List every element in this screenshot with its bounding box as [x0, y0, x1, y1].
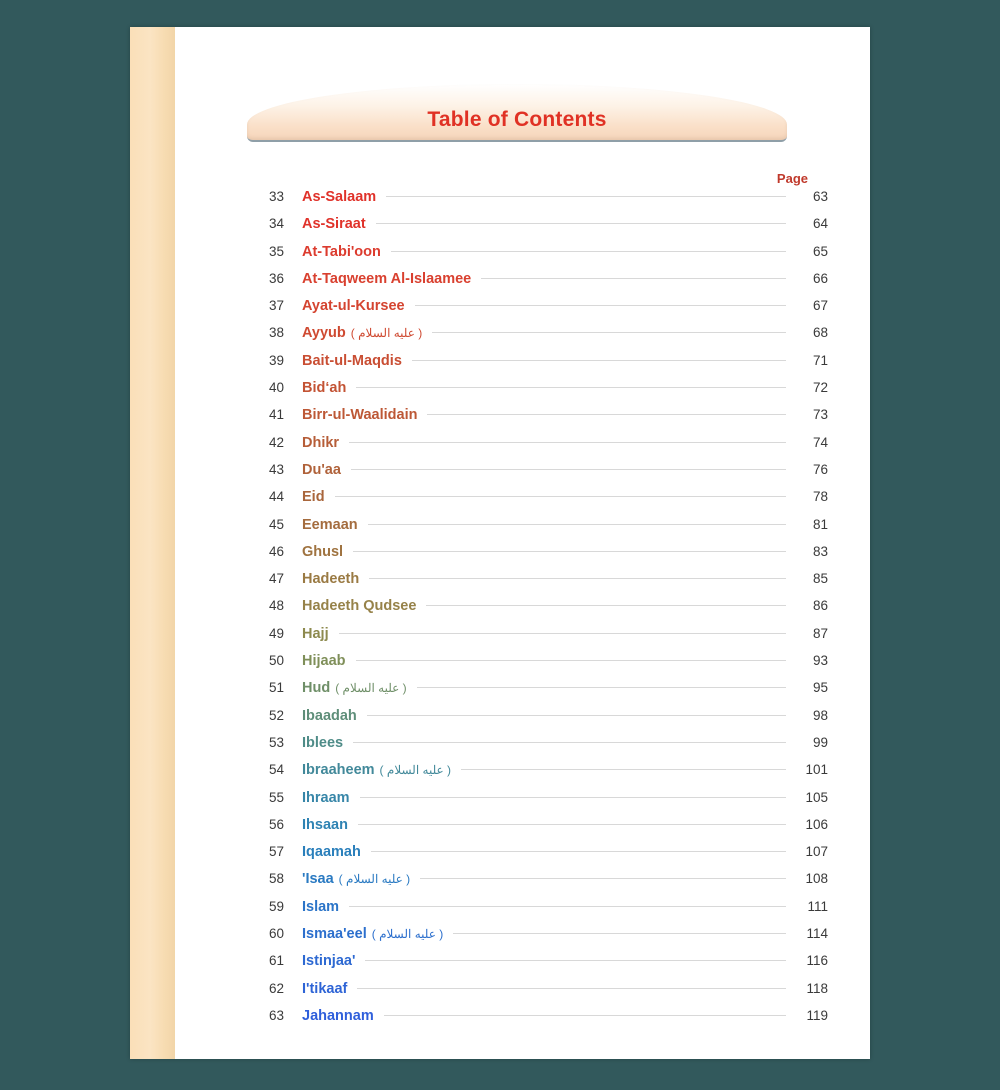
- toc-entry-page: 99: [812, 734, 828, 750]
- toc-entry-number: 36: [268, 270, 284, 286]
- toc-entry-number: 44: [268, 489, 284, 505]
- toc-entry-number: 62: [268, 980, 284, 996]
- toc-entry-number: 39: [268, 352, 284, 368]
- toc-entry-number: 63: [268, 1007, 284, 1023]
- toc-entry-number: 59: [268, 898, 284, 914]
- toc-entry[interactable]: [250, 216, 828, 243]
- toc-leader-line: [349, 906, 786, 907]
- toc-entry-number: 48: [268, 598, 284, 614]
- toc-entry-title-text: Hadeeth: [302, 571, 360, 588]
- toc-entry-title-text: Eemaan: [302, 516, 358, 533]
- toc-entry-title[interactable]: [302, 216, 366, 232]
- toc-leader-line: [335, 496, 786, 497]
- toc-leader-line: [386, 196, 786, 197]
- toc-entry-title-text: At-Taqweem Al-Islaamee: [302, 270, 472, 287]
- toc-entry-title-text: At-Tabi'oon: [302, 243, 381, 260]
- toc-entry-number: 40: [268, 380, 284, 396]
- toc-entry-page: 76: [812, 461, 828, 477]
- toc-entry[interactable]: [250, 926, 828, 953]
- toc-entry-page: 95: [812, 680, 828, 696]
- toc-leader-line: [360, 797, 786, 798]
- toc-entry-number: 35: [268, 243, 284, 259]
- toc-entry-title[interactable]: [302, 790, 350, 806]
- toc-entry-page: 63: [812, 189, 828, 204]
- toc-entry-number: 54: [268, 762, 284, 778]
- book-page: [130, 27, 870, 1059]
- book-spine: [130, 27, 175, 1059]
- toc-leader-line: [351, 469, 786, 470]
- toc-entry-number: 41: [268, 407, 284, 423]
- toc-entry-page: 105: [805, 789, 828, 805]
- toc-entry[interactable]: [250, 435, 828, 462]
- toc-entry-title-text: Iblees: [302, 734, 344, 751]
- toc-entry-title[interactable]: [302, 762, 451, 778]
- toc-entry-honorific: ( عليه السلام ): [335, 681, 407, 696]
- page-column-header: Page: [776, 171, 808, 186]
- toc-entry-page: 65: [812, 243, 828, 259]
- toc-entry-title-text: Birr-ul-Waalidain: [302, 407, 418, 424]
- toc-leader-line: [376, 223, 786, 224]
- toc-entry-title[interactable]: [302, 1008, 374, 1024]
- toc-entry[interactable]: [250, 298, 828, 325]
- toc-leader-line: [356, 387, 786, 388]
- toc-entry-page: 98: [812, 707, 828, 723]
- toc-leader-line: [339, 633, 786, 634]
- toc-entry-page: 72: [812, 380, 828, 396]
- page-content: [175, 27, 870, 1059]
- toc-entry-title[interactable]: [302, 680, 407, 696]
- toc-entry-page: 87: [812, 625, 828, 641]
- toc-entry[interactable]: [250, 653, 828, 680]
- toc-entry-title[interactable]: [302, 981, 347, 997]
- toc-entry-title-text: Ibraaheem: [302, 762, 375, 779]
- toc-entry[interactable]: [250, 244, 828, 271]
- toc-entry-page: 119: [806, 1007, 828, 1023]
- toc-entry-title-text: Ayat-ul-Kursee: [302, 298, 405, 315]
- toc-entry-page: 68: [812, 325, 828, 341]
- toc-entry-page: 78: [812, 489, 828, 505]
- toc-entry-title[interactable]: [302, 844, 361, 860]
- toc-entry-page: 73: [812, 407, 828, 423]
- toc-entry-number: 55: [268, 789, 284, 805]
- toc-entry-title[interactable]: [302, 298, 405, 314]
- toc-entry-page: 116: [806, 953, 828, 969]
- toc-leader-line: [368, 524, 786, 525]
- toc-entry-number: 53: [268, 734, 284, 750]
- toc-entry-title-text: Bid‘ah: [302, 380, 347, 397]
- toc-entry[interactable]: [250, 626, 828, 653]
- toc-entry-title[interactable]: [302, 899, 339, 915]
- toc-entry-number: 58: [268, 871, 284, 887]
- toc-entry-page: 108: [805, 871, 828, 887]
- toc-entry-title-text: Ayyub: [302, 325, 346, 342]
- toc-entry-title[interactable]: [302, 489, 325, 505]
- toc-leader-line: [353, 742, 786, 743]
- toc-entry-title-text: Iqaamah: [302, 844, 361, 861]
- toc-entry[interactable]: [250, 517, 828, 544]
- toc-entry-page: 101: [805, 762, 828, 778]
- toc-entry-page: 74: [812, 434, 828, 450]
- toc-entry-title[interactable]: [302, 189, 376, 205]
- toc-entry-number: 42: [268, 434, 284, 450]
- toc-leader-line: [367, 715, 786, 716]
- toc-entry-title[interactable]: [302, 380, 346, 396]
- toc-entry[interactable]: [250, 544, 828, 571]
- toc-entry-title[interactable]: [302, 462, 341, 478]
- toc-entry-title[interactable]: [302, 353, 402, 369]
- toc-entry-honorific: ( عليه السلام ): [371, 927, 444, 942]
- page-title: Table of Contents: [427, 108, 607, 131]
- toc-entry-title-text: 'Isaa: [302, 871, 334, 888]
- toc-entry[interactable]: [250, 462, 828, 489]
- toc-entry-title-text: Ismaa'eel: [302, 926, 367, 943]
- toc-leader-line: [432, 332, 786, 333]
- toc-entry[interactable]: [250, 762, 828, 789]
- toc-leader-line: [420, 878, 786, 879]
- toc-entry[interactable]: [250, 953, 828, 980]
- toc-entry-title-text: Dhikr: [302, 434, 340, 451]
- toc-entry[interactable]: [250, 353, 828, 380]
- toc-entry-title[interactable]: [302, 871, 410, 887]
- toc-entry-title-text: Ibaadah: [302, 707, 357, 724]
- toc-entry-title-text: Ihsaan: [302, 816, 348, 833]
- toc-entry[interactable]: [250, 871, 828, 898]
- toc-entry-page: 106: [805, 816, 828, 832]
- toc-entry-number: 34: [268, 216, 284, 232]
- toc-entry[interactable]: [250, 899, 828, 926]
- toc-entry-honorific: ( عليه السلام ): [338, 872, 411, 887]
- toc-entry-number: 50: [268, 653, 284, 669]
- toc-entry-title[interactable]: [302, 817, 348, 833]
- toc-entry-title-text: Bait-ul-Maqdis: [302, 352, 402, 369]
- toc-entry[interactable]: [250, 1008, 828, 1035]
- toc-entry[interactable]: [250, 708, 828, 735]
- toc-leader-line: [427, 414, 786, 415]
- toc-entry-page: 85: [812, 571, 828, 587]
- toc-entry[interactable]: [250, 325, 828, 352]
- toc-entry-title[interactable]: [302, 735, 343, 751]
- toc-leader-line: [357, 988, 786, 989]
- toc-entry-title-text: Istinjaa': [302, 953, 356, 970]
- toc-entry-title[interactable]: [302, 435, 339, 451]
- toc-entry-number: 56: [268, 816, 284, 832]
- toc-entry[interactable]: [250, 407, 828, 434]
- toc-entry-number: 33: [268, 189, 284, 204]
- toc-entry-title-text: Islam: [302, 898, 340, 915]
- toc-entry-number: 49: [268, 625, 284, 641]
- toc-entry-title-text: Eid: [302, 489, 325, 506]
- toc-entry-number: 47: [268, 571, 284, 587]
- toc-entry-title[interactable]: [302, 953, 355, 969]
- toc-entry-page: 67: [812, 298, 828, 314]
- toc-entry-title-text: Hud: [302, 680, 331, 697]
- toc-entry[interactable]: [250, 735, 828, 762]
- toc-entry-page: 118: [806, 980, 828, 996]
- toc-entry-number: 52: [268, 707, 284, 723]
- toc-entry-page: 71: [812, 352, 828, 368]
- toc-leader-line: [384, 1015, 786, 1016]
- toc-entry-number: 37: [268, 298, 284, 314]
- toc-entry-honorific: ( عليه السلام ): [379, 763, 452, 778]
- toc-entry-title[interactable]: [302, 517, 358, 533]
- toc-entry[interactable]: [250, 271, 828, 298]
- toc-entry-title-text: Hadeeth Qudsee: [302, 598, 417, 615]
- toc-entry-title[interactable]: [302, 571, 359, 587]
- toc-leader-line: [356, 660, 786, 661]
- toc-entry-page: 64: [812, 216, 828, 232]
- toc-entry-title[interactable]: [302, 244, 381, 260]
- toc-entry-page: 66: [812, 270, 828, 286]
- toc-entry-title-text: Du'aa: [302, 461, 341, 478]
- toc-entry-title[interactable]: [302, 598, 416, 614]
- toc-entry-title[interactable]: [302, 926, 443, 942]
- toc-entry[interactable]: [250, 790, 828, 817]
- toc-leader-line: [453, 933, 786, 934]
- toc-entry-page: 86: [812, 598, 828, 614]
- toc-leader-line: [353, 551, 786, 552]
- table-of-contents-list: [250, 189, 828, 1035]
- toc-entry-title[interactable]: [302, 626, 329, 642]
- toc-entry-number: 51: [268, 680, 284, 696]
- toc-entry-title-text: Ihraam: [302, 789, 350, 806]
- toc-entry-title[interactable]: [302, 271, 471, 287]
- toc-entry-number: 45: [268, 516, 284, 532]
- toc-entry-page: 111: [807, 898, 828, 914]
- toc-entry[interactable]: [250, 817, 828, 844]
- toc-entry-honorific: ( عليه السلام ): [350, 326, 423, 341]
- toc-leader-line: [417, 687, 786, 688]
- toc-entry-number: 60: [268, 926, 284, 942]
- toc-entry[interactable]: [250, 680, 828, 707]
- toc-entry-title[interactable]: [302, 325, 422, 341]
- toc-leader-line: [365, 960, 786, 961]
- toc-entry[interactable]: [250, 981, 828, 1008]
- toc-entry-number: 61: [268, 953, 284, 969]
- toc-entry-page: 107: [805, 844, 828, 860]
- toc-entry-title[interactable]: [302, 708, 357, 724]
- toc-entry-title[interactable]: [302, 407, 417, 423]
- toc-entry-title-text: As-Siraat: [302, 216, 366, 233]
- toc-leader-line: [349, 442, 786, 443]
- toc-entry[interactable]: [250, 380, 828, 407]
- toc-entry-title-text: Ghusl: [302, 543, 344, 560]
- toc-leader-line: [371, 851, 786, 852]
- toc-entry-title-text: Jahannam: [302, 1007, 374, 1024]
- toc-leader-line: [369, 578, 786, 579]
- toc-leader-line: [481, 278, 786, 279]
- toc-leader-line: [358, 824, 786, 825]
- toc-leader-line: [412, 360, 786, 361]
- toc-entry[interactable]: [250, 189, 828, 216]
- toc-entry-page: 81: [812, 516, 828, 532]
- toc-entry-number: 43: [268, 461, 284, 477]
- toc-leader-line: [415, 305, 786, 306]
- toc-entry-number: 46: [268, 543, 284, 559]
- toc-entry-title-text: Hajj: [302, 625, 329, 642]
- toc-leader-line: [391, 251, 786, 252]
- toc-entry-title-text: Hijaab: [302, 653, 346, 670]
- toc-entry[interactable]: [250, 489, 828, 516]
- toc-entry-title[interactable]: [302, 544, 343, 560]
- table-of-contents-banner: [247, 84, 787, 146]
- toc-entry-page: 83: [812, 543, 828, 559]
- toc-entry-number: 57: [268, 844, 284, 860]
- toc-leader-line: [461, 769, 786, 770]
- toc-entry-title-text: As-Salaam: [302, 189, 377, 205]
- toc-entry-page: 93: [812, 653, 828, 669]
- toc-entry[interactable]: [250, 571, 828, 598]
- toc-leader-line: [426, 605, 786, 606]
- toc-entry[interactable]: [250, 844, 828, 871]
- toc-entry-number: 38: [268, 325, 284, 341]
- toc-entry[interactable]: [250, 598, 828, 625]
- toc-entry-title-text: I'tikaaf: [302, 980, 348, 997]
- toc-entry-title[interactable]: [302, 653, 346, 669]
- toc-entry-page: 114: [806, 926, 828, 942]
